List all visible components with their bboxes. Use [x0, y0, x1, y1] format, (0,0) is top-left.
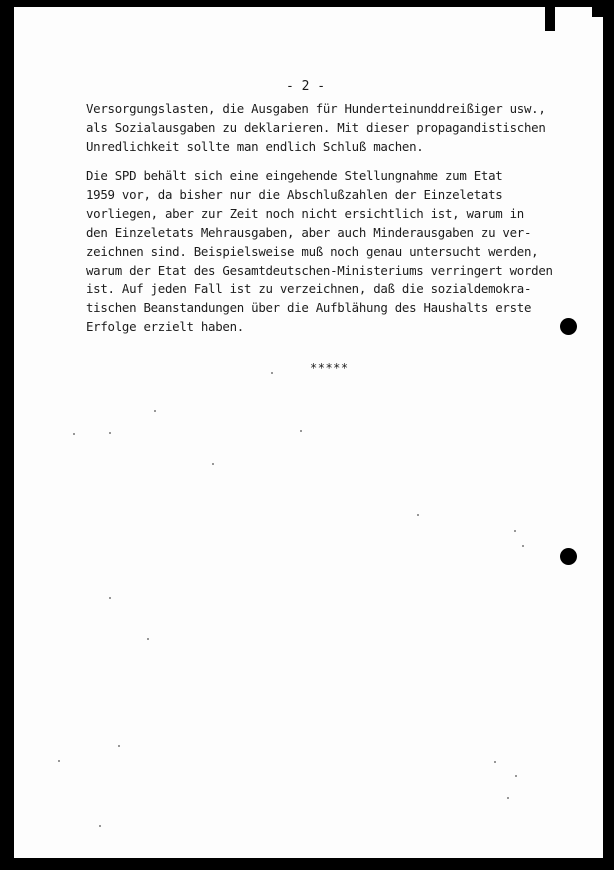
scan-speck: [147, 638, 149, 640]
text-line: 1959 vor, da bisher nur die Abschlußzahlen der Einzeletats: [86, 186, 503, 202]
text-line: vorliegen, aber zur Zeit noch nicht ersichtlich ist, warum in: [86, 205, 524, 221]
punch-hole: [560, 318, 577, 335]
paragraph-2: [86, 167, 553, 337]
scan-speck: [58, 760, 60, 762]
text-line: als Sozialausgaben zu deklarieren. Mit dieser propagandistischen: [86, 119, 546, 135]
scan-speck: [522, 545, 524, 547]
scan-speck: [417, 514, 419, 516]
scan-speck: [514, 530, 516, 532]
page-number: - 2 -: [286, 79, 326, 94]
scan-speck: [109, 432, 111, 434]
text-line: zeichnen sind. Beispielsweise muß noch genau untersucht werden,: [86, 243, 539, 259]
paragraph-1: [86, 100, 546, 157]
scan-speck: [109, 597, 111, 599]
text-line: warum der Etat des Gesamtdeutschen-Ministeriums verringert worden: [86, 262, 553, 278]
scan-speck: [271, 372, 273, 374]
scan-edge-mark: [545, 7, 555, 31]
scan-speck: [300, 430, 302, 432]
text-line: Versorgungslasten, die Ausgaben für Hunderteinunddreißiger usw.,: [86, 101, 546, 116]
scan-speck: [212, 463, 214, 465]
text-line: den Einzeletats Mehrausgaben, aber auch Minderausgaben zu ver-: [86, 224, 532, 240]
scan-edge-mark: [592, 7, 603, 17]
text-line: tischen Beanstandungen über die Aufblähung des Haushalts erste: [86, 300, 532, 316]
section-separator: *****: [310, 361, 349, 375]
punch-hole: [560, 548, 577, 565]
text-line: Erfolge erzielt haben.: [86, 319, 244, 335]
scan-speck: [494, 761, 496, 763]
scan-speck: [99, 825, 101, 827]
scan-speck: [515, 775, 517, 777]
scan-speck: [507, 797, 509, 799]
text-line: Unredlichkeit sollte man endlich Schluß machen.: [86, 138, 424, 154]
scan-speck: [154, 410, 156, 412]
text-line: Die SPD behält sich eine eingehende Stellungnahme zum Etat: [86, 168, 503, 183]
scan-speck: [73, 433, 75, 435]
scan-speck: [118, 745, 120, 747]
text-line: ist. Auf jeden Fall ist zu verzeichnen, daß die sozialdemokra-: [86, 281, 532, 297]
